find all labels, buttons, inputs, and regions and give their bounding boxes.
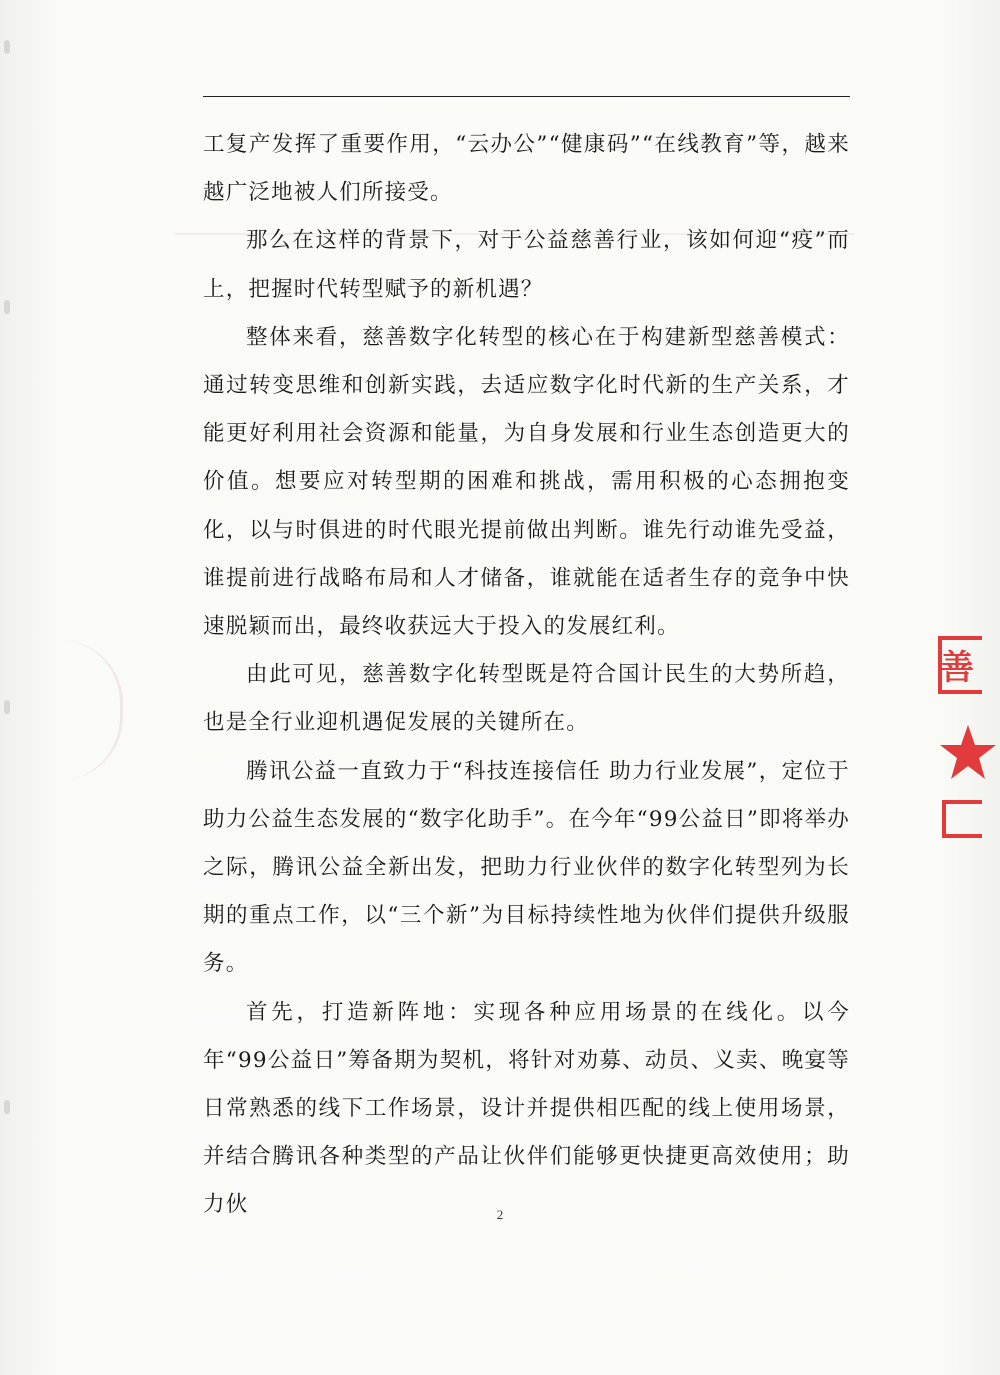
punch-mark	[4, 700, 10, 714]
faded-stamp-ghost	[60, 640, 123, 780]
scan-punch-marks	[0, 0, 40, 1375]
header-rule	[203, 96, 850, 97]
seal-character: 善	[940, 648, 974, 688]
punch-mark	[4, 1100, 10, 1114]
page-number: 2	[496, 1207, 504, 1222]
paragraph: 腾讯公益一直致力于“科技连接信任 助力行业发展”，定位于助力公益生态发展的“数字化助手”。在今年“99公益日”即将举办之际，腾讯公益全新出发，把助力行业伙伴的数字化转型列为长期的重点工作，以“三个新”为目标持续性地为伙伴们提供升级服务。	[203, 758, 850, 977]
body-text	[203, 121, 850, 1230]
paragraph: 那么在这样的背景下，对于公益慈善行业，该如何迎“疫”而上，把握时代转型赋予的新机遇？	[203, 228, 850, 302]
paragraph: 首先，打造新阵地：实现各种应用场景的在线化。以今年“99公益日”筹备期为契机，将针对劝募、动员、义卖、晚宴等日常熟悉的线下工作场景，设计并提供相匹配的线上使用场景，并结合腾讯各种类型的产品让伙伴们能够更快捷更高效使用；助力伙	[203, 999, 850, 1218]
red-seal-stamp	[932, 628, 1000, 838]
paragraph: 整体来看，慈善数字化转型的核心在于构建新型慈善模式：通过转变思维和创新实践，去适应数字化时代新的生产关系，才能更好利用社会资源和能量，为自身发展和行业生态创造更大的价值。想要应对转型期的困难和挑战，需用积极的心态拥抱变化，以与时俱进的时代眼光提前做出判断。谁先行动谁先受益，谁提前进行战略布局和人才储备，谁就能在适者生存的竞争中快速脱颖而出，最终收获远大于投入的发展红利。	[203, 324, 850, 640]
paragraph: 由此可见，慈善数字化转型既是符合国计民生的大势所趋，也是全行业迎机遇促发展的关键所在。	[203, 662, 850, 736]
seal-border	[942, 800, 982, 838]
star-icon	[938, 723, 998, 783]
punch-mark	[4, 40, 10, 54]
punch-mark	[4, 300, 10, 314]
paragraph: 工复产发挥了重要作用，“云办公”“健康码”“在线教育”等，越来越广泛地被人们所接受。	[203, 132, 850, 206]
